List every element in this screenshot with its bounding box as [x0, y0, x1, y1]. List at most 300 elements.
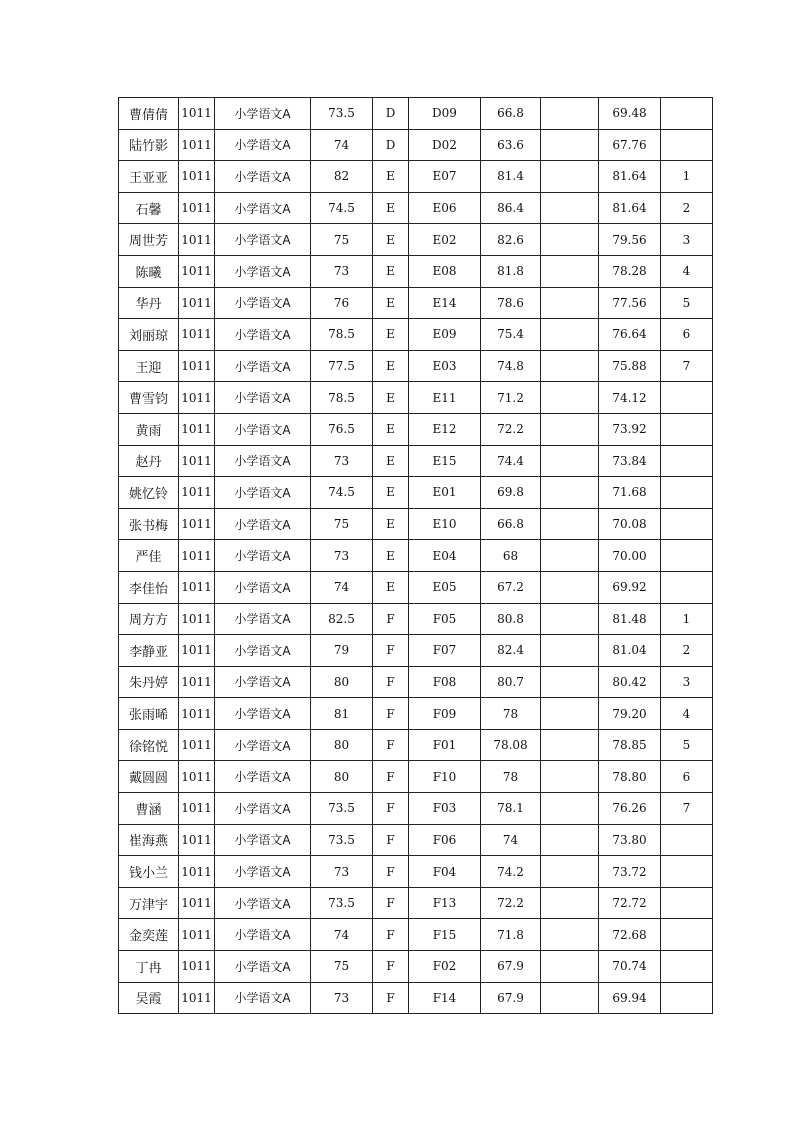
total-score-cell: 73.92 [599, 413, 661, 445]
table-row [119, 793, 713, 825]
draw-number-cell: E03 [409, 350, 481, 382]
table-row [119, 319, 713, 351]
table-row [119, 919, 713, 951]
group-cell: F [373, 887, 409, 919]
blank-cell [541, 287, 599, 319]
written-score-cell: 79 [311, 635, 373, 667]
group-cell: E [373, 319, 409, 351]
total-score-cell: 69.48 [599, 98, 661, 130]
draw-number-cell: E12 [409, 413, 481, 445]
table-row [119, 445, 713, 477]
table-body [119, 98, 713, 1014]
interview-score-cell: 68 [481, 540, 541, 572]
code-cell: 1011 [179, 603, 215, 635]
group-cell: F [373, 919, 409, 951]
code-cell: 1011 [179, 856, 215, 888]
total-score-cell: 75.88 [599, 350, 661, 382]
total-score-cell: 79.56 [599, 224, 661, 256]
written-score-cell: 73.5 [311, 887, 373, 919]
table-row [119, 413, 713, 445]
code-cell: 1011 [179, 508, 215, 540]
blank-cell [541, 603, 599, 635]
group-cell: F [373, 856, 409, 888]
rank-cell [661, 540, 713, 572]
subject-cell: 小学语文A [215, 540, 311, 572]
written-score-cell: 74 [311, 919, 373, 951]
written-score-cell: 73 [311, 856, 373, 888]
written-score-cell: 78.5 [311, 382, 373, 414]
written-score-cell: 74.5 [311, 477, 373, 509]
draw-number-cell: E11 [409, 382, 481, 414]
blank-cell [541, 856, 599, 888]
subject-cell: 小学语文A [215, 382, 311, 414]
table-row [119, 350, 713, 382]
rank-cell [661, 824, 713, 856]
rank-cell: 7 [661, 350, 713, 382]
blank-cell [541, 982, 599, 1014]
table-row [119, 508, 713, 540]
blank-cell [541, 319, 599, 351]
subject-cell: 小学语文A [215, 192, 311, 224]
interview-score-cell: 78 [481, 761, 541, 793]
group-cell: F [373, 761, 409, 793]
total-score-cell: 74.12 [599, 382, 661, 414]
subject-cell: 小学语文A [215, 982, 311, 1014]
interview-score-cell: 67.2 [481, 571, 541, 603]
written-score-cell: 74.5 [311, 192, 373, 224]
blank-cell [541, 413, 599, 445]
draw-number-cell: E05 [409, 571, 481, 603]
name-cell: 陆竹影 [119, 129, 179, 161]
interview-score-cell: 82.6 [481, 224, 541, 256]
table-row [119, 255, 713, 287]
subject-cell: 小学语文A [215, 224, 311, 256]
blank-cell [541, 919, 599, 951]
written-score-cell: 82 [311, 161, 373, 193]
written-score-cell: 76 [311, 287, 373, 319]
written-score-cell: 73 [311, 445, 373, 477]
interview-score-cell: 82.4 [481, 635, 541, 667]
name-cell: 金奕莲 [119, 919, 179, 951]
subject-cell: 小学语文A [215, 729, 311, 761]
blank-cell [541, 192, 599, 224]
subject-cell: 小学语文A [215, 255, 311, 287]
code-cell: 1011 [179, 477, 215, 509]
total-score-cell: 78.85 [599, 729, 661, 761]
name-cell: 王迎 [119, 350, 179, 382]
draw-number-cell: F01 [409, 729, 481, 761]
interview-score-cell: 71.2 [481, 382, 541, 414]
draw-number-cell: E01 [409, 477, 481, 509]
code-cell: 1011 [179, 319, 215, 351]
name-cell: 钱小兰 [119, 856, 179, 888]
written-score-cell: 78.5 [311, 319, 373, 351]
name-cell: 黄雨 [119, 413, 179, 445]
draw-number-cell: E06 [409, 192, 481, 224]
subject-cell: 小学语文A [215, 793, 311, 825]
blank-cell [541, 129, 599, 161]
rank-cell: 1 [661, 603, 713, 635]
table-row [119, 287, 713, 319]
written-score-cell: 73 [311, 255, 373, 287]
name-cell: 崔海燕 [119, 824, 179, 856]
name-cell: 王亚亚 [119, 161, 179, 193]
interview-score-cell: 78.08 [481, 729, 541, 761]
total-score-cell: 78.28 [599, 255, 661, 287]
rank-cell [661, 445, 713, 477]
interview-score-cell: 63.6 [481, 129, 541, 161]
subject-cell: 小学语文A [215, 477, 311, 509]
group-cell: F [373, 824, 409, 856]
name-cell: 朱丹婷 [119, 666, 179, 698]
code-cell: 1011 [179, 919, 215, 951]
subject-cell: 小学语文A [215, 319, 311, 351]
written-score-cell: 73.5 [311, 824, 373, 856]
rank-cell: 5 [661, 287, 713, 319]
total-score-cell: 72.72 [599, 887, 661, 919]
total-score-cell: 73.72 [599, 856, 661, 888]
group-cell: F [373, 729, 409, 761]
draw-number-cell: F09 [409, 698, 481, 730]
draw-number-cell: E14 [409, 287, 481, 319]
table-row [119, 129, 713, 161]
blank-cell [541, 382, 599, 414]
written-score-cell: 81 [311, 698, 373, 730]
group-cell: E [373, 445, 409, 477]
draw-number-cell: E15 [409, 445, 481, 477]
blank-cell [541, 698, 599, 730]
name-cell: 曹雪钧 [119, 382, 179, 414]
name-cell: 姚忆铃 [119, 477, 179, 509]
written-score-cell: 80 [311, 666, 373, 698]
rank-cell: 3 [661, 666, 713, 698]
written-score-cell: 74 [311, 129, 373, 161]
name-cell: 周方方 [119, 603, 179, 635]
blank-cell [541, 540, 599, 572]
interview-score-cell: 80.8 [481, 603, 541, 635]
rank-cell [661, 887, 713, 919]
blank-cell [541, 350, 599, 382]
code-cell: 1011 [179, 982, 215, 1014]
draw-number-cell: F15 [409, 919, 481, 951]
blank-cell [541, 729, 599, 761]
code-cell: 1011 [179, 413, 215, 445]
total-score-cell: 78.80 [599, 761, 661, 793]
subject-cell: 小学语文A [215, 856, 311, 888]
total-score-cell: 81.64 [599, 192, 661, 224]
blank-cell [541, 666, 599, 698]
interview-score-cell: 78.6 [481, 287, 541, 319]
code-cell: 1011 [179, 635, 215, 667]
total-score-cell: 70.74 [599, 951, 661, 983]
code-cell: 1011 [179, 571, 215, 603]
draw-number-cell: F07 [409, 635, 481, 667]
table-row [119, 698, 713, 730]
rank-cell [661, 919, 713, 951]
written-score-cell: 75 [311, 508, 373, 540]
subject-cell: 小学语文A [215, 413, 311, 445]
blank-cell [541, 793, 599, 825]
table-row [119, 951, 713, 983]
subject-cell: 小学语文A [215, 350, 311, 382]
draw-number-cell: F10 [409, 761, 481, 793]
group-cell: D [373, 98, 409, 130]
name-cell: 曹涵 [119, 793, 179, 825]
rank-cell [661, 382, 713, 414]
interview-score-cell: 69.8 [481, 477, 541, 509]
group-cell: E [373, 350, 409, 382]
table-row [119, 382, 713, 414]
rank-cell: 5 [661, 729, 713, 761]
draw-number-cell: F03 [409, 793, 481, 825]
written-score-cell: 73.5 [311, 793, 373, 825]
subject-cell: 小学语文A [215, 508, 311, 540]
draw-number-cell: E07 [409, 161, 481, 193]
draw-number-cell: F08 [409, 666, 481, 698]
total-score-cell: 79.20 [599, 698, 661, 730]
interview-score-cell: 81.4 [481, 161, 541, 193]
name-cell: 刘丽琼 [119, 319, 179, 351]
subject-cell: 小学语文A [215, 824, 311, 856]
name-cell: 赵丹 [119, 445, 179, 477]
name-cell: 吴霞 [119, 982, 179, 1014]
subject-cell: 小学语文A [215, 951, 311, 983]
total-score-cell: 76.64 [599, 319, 661, 351]
group-cell: F [373, 793, 409, 825]
rank-cell [661, 98, 713, 130]
rank-cell [661, 508, 713, 540]
draw-number-cell: F06 [409, 824, 481, 856]
blank-cell [541, 224, 599, 256]
group-cell: E [373, 413, 409, 445]
draw-number-cell: F02 [409, 951, 481, 983]
interview-score-cell: 71.8 [481, 919, 541, 951]
written-score-cell: 74 [311, 571, 373, 603]
blank-cell [541, 635, 599, 667]
total-score-cell: 73.80 [599, 824, 661, 856]
table-row [119, 98, 713, 130]
written-score-cell: 73 [311, 982, 373, 1014]
code-cell: 1011 [179, 161, 215, 193]
table-row [119, 161, 713, 193]
rank-cell: 1 [661, 161, 713, 193]
subject-cell: 小学语文A [215, 161, 311, 193]
code-cell: 1011 [179, 445, 215, 477]
code-cell: 1011 [179, 287, 215, 319]
rank-cell [661, 477, 713, 509]
total-score-cell: 81.48 [599, 603, 661, 635]
name-cell: 丁冉 [119, 951, 179, 983]
written-score-cell: 73.5 [311, 98, 373, 130]
written-score-cell: 80 [311, 761, 373, 793]
draw-number-cell: D09 [409, 98, 481, 130]
written-score-cell: 77.5 [311, 350, 373, 382]
group-cell: F [373, 982, 409, 1014]
written-score-cell: 75 [311, 224, 373, 256]
table-row [119, 540, 713, 572]
table-row [119, 982, 713, 1014]
subject-cell: 小学语文A [215, 287, 311, 319]
name-cell: 陈曦 [119, 255, 179, 287]
total-score-cell: 70.08 [599, 508, 661, 540]
group-cell: E [373, 571, 409, 603]
total-score-cell: 69.92 [599, 571, 661, 603]
code-cell: 1011 [179, 540, 215, 572]
draw-number-cell: E04 [409, 540, 481, 572]
code-cell: 1011 [179, 129, 215, 161]
table-row [119, 603, 713, 635]
interview-score-cell: 81.8 [481, 255, 541, 287]
blank-cell [541, 477, 599, 509]
interview-score-cell: 74.8 [481, 350, 541, 382]
group-cell: F [373, 698, 409, 730]
written-score-cell: 76.5 [311, 413, 373, 445]
table-row [119, 192, 713, 224]
code-cell: 1011 [179, 951, 215, 983]
blank-cell [541, 508, 599, 540]
written-score-cell: 75 [311, 951, 373, 983]
interview-score-cell: 67.9 [481, 982, 541, 1014]
total-score-cell: 81.64 [599, 161, 661, 193]
group-cell: F [373, 635, 409, 667]
draw-number-cell: E09 [409, 319, 481, 351]
code-cell: 1011 [179, 824, 215, 856]
name-cell: 张书梅 [119, 508, 179, 540]
blank-cell [541, 761, 599, 793]
table-row [119, 635, 713, 667]
rank-cell: 2 [661, 635, 713, 667]
code-cell: 1011 [179, 761, 215, 793]
subject-cell: 小学语文A [215, 761, 311, 793]
name-cell: 石馨 [119, 192, 179, 224]
code-cell: 1011 [179, 98, 215, 130]
blank-cell [541, 824, 599, 856]
rank-cell: 6 [661, 319, 713, 351]
code-cell: 1011 [179, 729, 215, 761]
draw-number-cell: E10 [409, 508, 481, 540]
group-cell: E [373, 382, 409, 414]
rank-cell [661, 129, 713, 161]
table-row [119, 666, 713, 698]
group-cell: E [373, 508, 409, 540]
table-row [119, 856, 713, 888]
code-cell: 1011 [179, 887, 215, 919]
total-score-cell: 71.68 [599, 477, 661, 509]
subject-cell: 小学语文A [215, 98, 311, 130]
table-row [119, 477, 713, 509]
group-cell: F [373, 951, 409, 983]
group-cell: F [373, 603, 409, 635]
draw-number-cell: F14 [409, 982, 481, 1014]
draw-number-cell: F05 [409, 603, 481, 635]
blank-cell [541, 571, 599, 603]
table-row [119, 887, 713, 919]
code-cell: 1011 [179, 793, 215, 825]
rank-cell: 6 [661, 761, 713, 793]
subject-cell: 小学语文A [215, 666, 311, 698]
draw-number-cell: F04 [409, 856, 481, 888]
name-cell: 曹倩倩 [119, 98, 179, 130]
blank-cell [541, 161, 599, 193]
total-score-cell: 72.68 [599, 919, 661, 951]
code-cell: 1011 [179, 192, 215, 224]
blank-cell [541, 951, 599, 983]
draw-number-cell: F13 [409, 887, 481, 919]
rank-cell [661, 951, 713, 983]
rank-cell: 7 [661, 793, 713, 825]
group-cell: F [373, 666, 409, 698]
name-cell: 华丹 [119, 287, 179, 319]
name-cell: 李佳怡 [119, 571, 179, 603]
subject-cell: 小学语文A [215, 698, 311, 730]
name-cell: 周世芳 [119, 224, 179, 256]
code-cell: 1011 [179, 255, 215, 287]
total-score-cell: 70.00 [599, 540, 661, 572]
interview-score-cell: 66.8 [481, 98, 541, 130]
total-score-cell: 76.26 [599, 793, 661, 825]
interview-score-cell: 78.1 [481, 793, 541, 825]
table-row [119, 729, 713, 761]
interview-score-cell: 86.4 [481, 192, 541, 224]
rank-cell: 3 [661, 224, 713, 256]
subject-cell: 小学语文A [215, 919, 311, 951]
code-cell: 1011 [179, 382, 215, 414]
draw-number-cell: E02 [409, 224, 481, 256]
subject-cell: 小学语文A [215, 445, 311, 477]
draw-number-cell: D02 [409, 129, 481, 161]
interview-score-cell: 72.2 [481, 887, 541, 919]
code-cell: 1011 [179, 350, 215, 382]
total-score-cell: 81.04 [599, 635, 661, 667]
code-cell: 1011 [179, 666, 215, 698]
written-score-cell: 82.5 [311, 603, 373, 635]
blank-cell [541, 445, 599, 477]
table-row [119, 224, 713, 256]
written-score-cell: 80 [311, 729, 373, 761]
code-cell: 1011 [179, 224, 215, 256]
name-cell: 张雨晞 [119, 698, 179, 730]
group-cell: E [373, 477, 409, 509]
total-score-cell: 73.84 [599, 445, 661, 477]
rank-cell: 2 [661, 192, 713, 224]
name-cell: 万津宇 [119, 887, 179, 919]
blank-cell [541, 887, 599, 919]
draw-number-cell: E08 [409, 255, 481, 287]
interview-score-cell: 72.2 [481, 413, 541, 445]
table-row [119, 571, 713, 603]
subject-cell: 小学语文A [215, 129, 311, 161]
group-cell: E [373, 161, 409, 193]
table-row [119, 761, 713, 793]
name-cell: 严佳 [119, 540, 179, 572]
subject-cell: 小学语文A [215, 603, 311, 635]
subject-cell: 小学语文A [215, 635, 311, 667]
group-cell: E [373, 192, 409, 224]
rank-cell: 4 [661, 698, 713, 730]
group-cell: D [373, 129, 409, 161]
total-score-cell: 69.94 [599, 982, 661, 1014]
rank-cell [661, 856, 713, 888]
total-score-cell: 77.56 [599, 287, 661, 319]
interview-score-cell: 75.4 [481, 319, 541, 351]
rank-cell [661, 982, 713, 1014]
subject-cell: 小学语文A [215, 571, 311, 603]
interview-score-cell: 80.7 [481, 666, 541, 698]
total-score-cell: 80.42 [599, 666, 661, 698]
blank-cell [541, 255, 599, 287]
interview-score-cell: 66.8 [481, 508, 541, 540]
rank-cell [661, 571, 713, 603]
